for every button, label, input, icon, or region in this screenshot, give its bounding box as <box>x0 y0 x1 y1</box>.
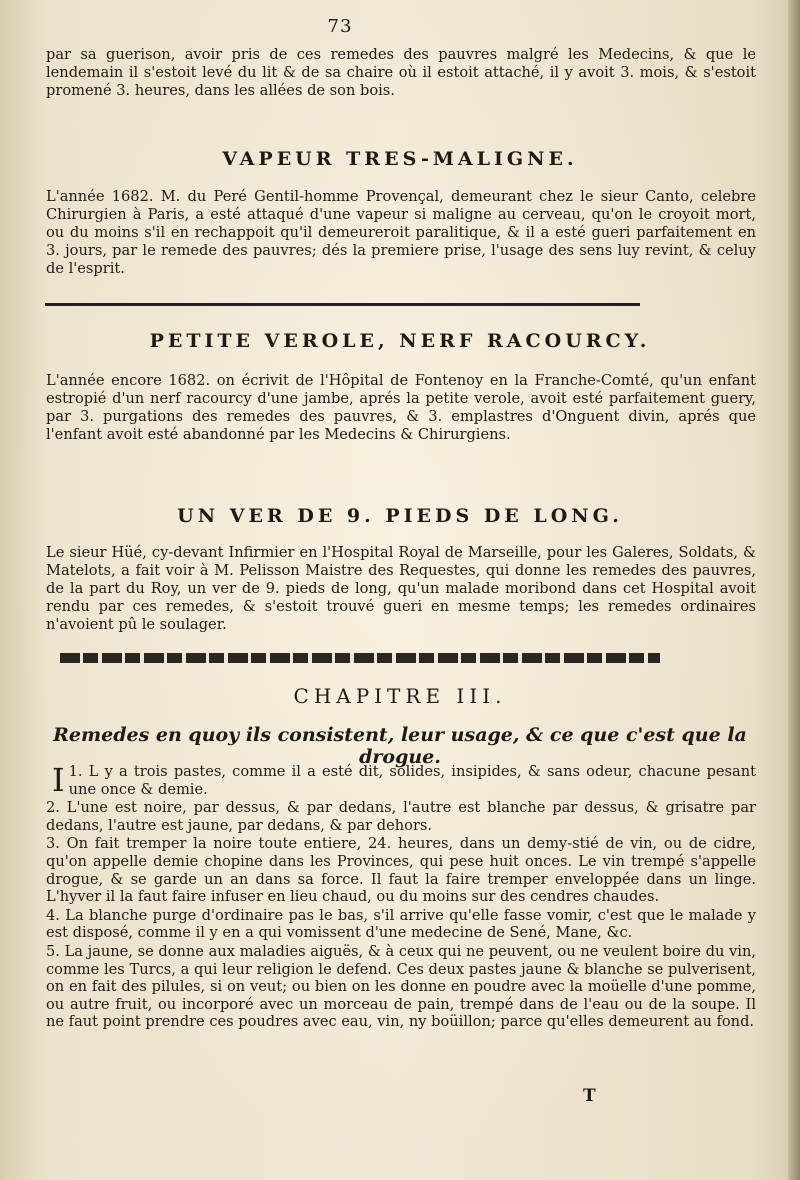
remedy-item-4: 4. La blanche purge d'ordinaire pas le bas, s'il arrive qu'elle fasse vomir, c'est que le malade y est disposé, comme il y en a qui vomissent d'une medecine de Sené, Mane, &c. <box>46 906 756 942</box>
signature-mark: T <box>583 1086 596 1106</box>
intro-paragraph <box>46 46 756 100</box>
heading-vapeur: VAPEUR TRES-MALIGNE. <box>222 148 578 170</box>
remedy-item-2: 2. L'une est noire, par dessus, & par dedans, l'autre est blanche par dessus, & grisatre par dedans, l'autre est jaune, par dedans, & par dehors. <box>46 799 756 834</box>
drop-cap: I <box>52 761 65 799</box>
intro-text: par sa guerison, avoir pris de ces remedes des pauvres malgré les Medecins, & que le lendemain il s'estoit levé du lit & de sa chaire où il estoit attaché, il y avoit 3. mois, & s'estoit promené 3. heures, dans les allées de son bois. <box>46 46 756 99</box>
ver-paragraph <box>46 544 756 634</box>
ver-text: Le sieur Hüé, cy-devant Infirmier en l'Hospital Royal de Marseille, pour les Galeres, Soldats, & Matelots, a fait voir à M. Pelisson Maistre des Requestes, qui donne les remedes des pauvres, de la part du Roy, un ver de 9. pieds de long, qu'un malade moribond dans cet Hospital avoit rendu par ces remedes, & s'estoit trouvé gueri en mesme temps; les remedes ordinaires n'avoient pû le soulager. <box>46 544 756 633</box>
remedy-1-number: 1. <box>68 763 83 780</box>
heading-ver: UN VER DE 9. PIEDS DE LONG. <box>177 505 623 527</box>
vapeur-text: L'année 1682. M. du Peré Gentil-homme Provençal, demeurant chez le sieur Canto, celebre Chirurgien à Paris, a esté attaqué d'une vapeur si maligne au cerveau, qu'on le croyoit mort, ou du moins s'il en rechappoit qu'il demeureroit paralitique, & il a esté gueri parfaitement en 3. jours, par le remede des pauvres; dés la premiere prise, l'usage des sens luy revint, & celuy de l'esprit. <box>46 188 756 277</box>
remedy-1-text: L y a trois pastes, comme il a esté dit, solides, insipides, & sans odeur, chacune pesant une once & demie. <box>68 763 756 798</box>
ornament-band <box>60 653 660 663</box>
heading-verole: PETITE VEROLE, NERF RACOURCY. <box>149 330 651 352</box>
verole-text: L'année encore 1682. on écrivit de l'Hôpital de Fontenoy en la Franche-Comté, qu'un enfant estropié d'un nerf racourcy d'une jambe, aprés la petite verole, avoit esté parfaitement guery, par 3. purgations des remedes des pauvres, & 3. emplastres d'Onguent divin, aprés que l'enfant avoit esté abandonné par les Medecins & Chirurgiens. <box>46 372 756 443</box>
vapeur-paragraph <box>46 188 756 278</box>
chapter-title: CHAPITRE III. <box>293 684 507 708</box>
remedy-item-1 <box>46 763 756 798</box>
verole-paragraph <box>46 372 756 444</box>
remedy-item-5: 5. La jaune, se donne aux maladies aiguës, & à ceux qui ne peuvent, ou ne veulent boire du vin, comme les Turcs, a qui leur religion le defend. Ces deux pastes jaune & blanche se pulverisent, on en fait des pilules, si on veut; ou bien on les donne en poudre avec la moüelle d'une pomme, ou autre fruit, ou incorporé avec un morceau de pain, trempé dans de l'eau ou de la soupe. Il ne faut point prendre ces poudres avec eau, vin, ny boüillon; parce qu'elles demeurent au fond. <box>46 942 756 1031</box>
chapter-subtitle: Remedes en quoy ils consistent, leur usage, & ce que c'est que la drogue. <box>53 724 747 768</box>
page-number: 73 <box>327 16 353 37</box>
divider-rule <box>45 303 640 306</box>
remedy-item-3: 3. On fait tremper la noire toute entiere, 24. heures, dans un demy-stié de vin, ou de cidre, qu'on appelle demie chopine dans les Provinces, qui pese huit onces. Le vin trempé s'appelle drogue, & se garde un an dans sa force. Il faut la faire tremper enveloppée dans un linge. L'hyver il la faut faire infuser en lieu chaud, ou du moins sur des cendres chaudes. <box>46 835 756 906</box>
page-gutter <box>788 0 800 1180</box>
remedies-section <box>46 763 756 1032</box>
